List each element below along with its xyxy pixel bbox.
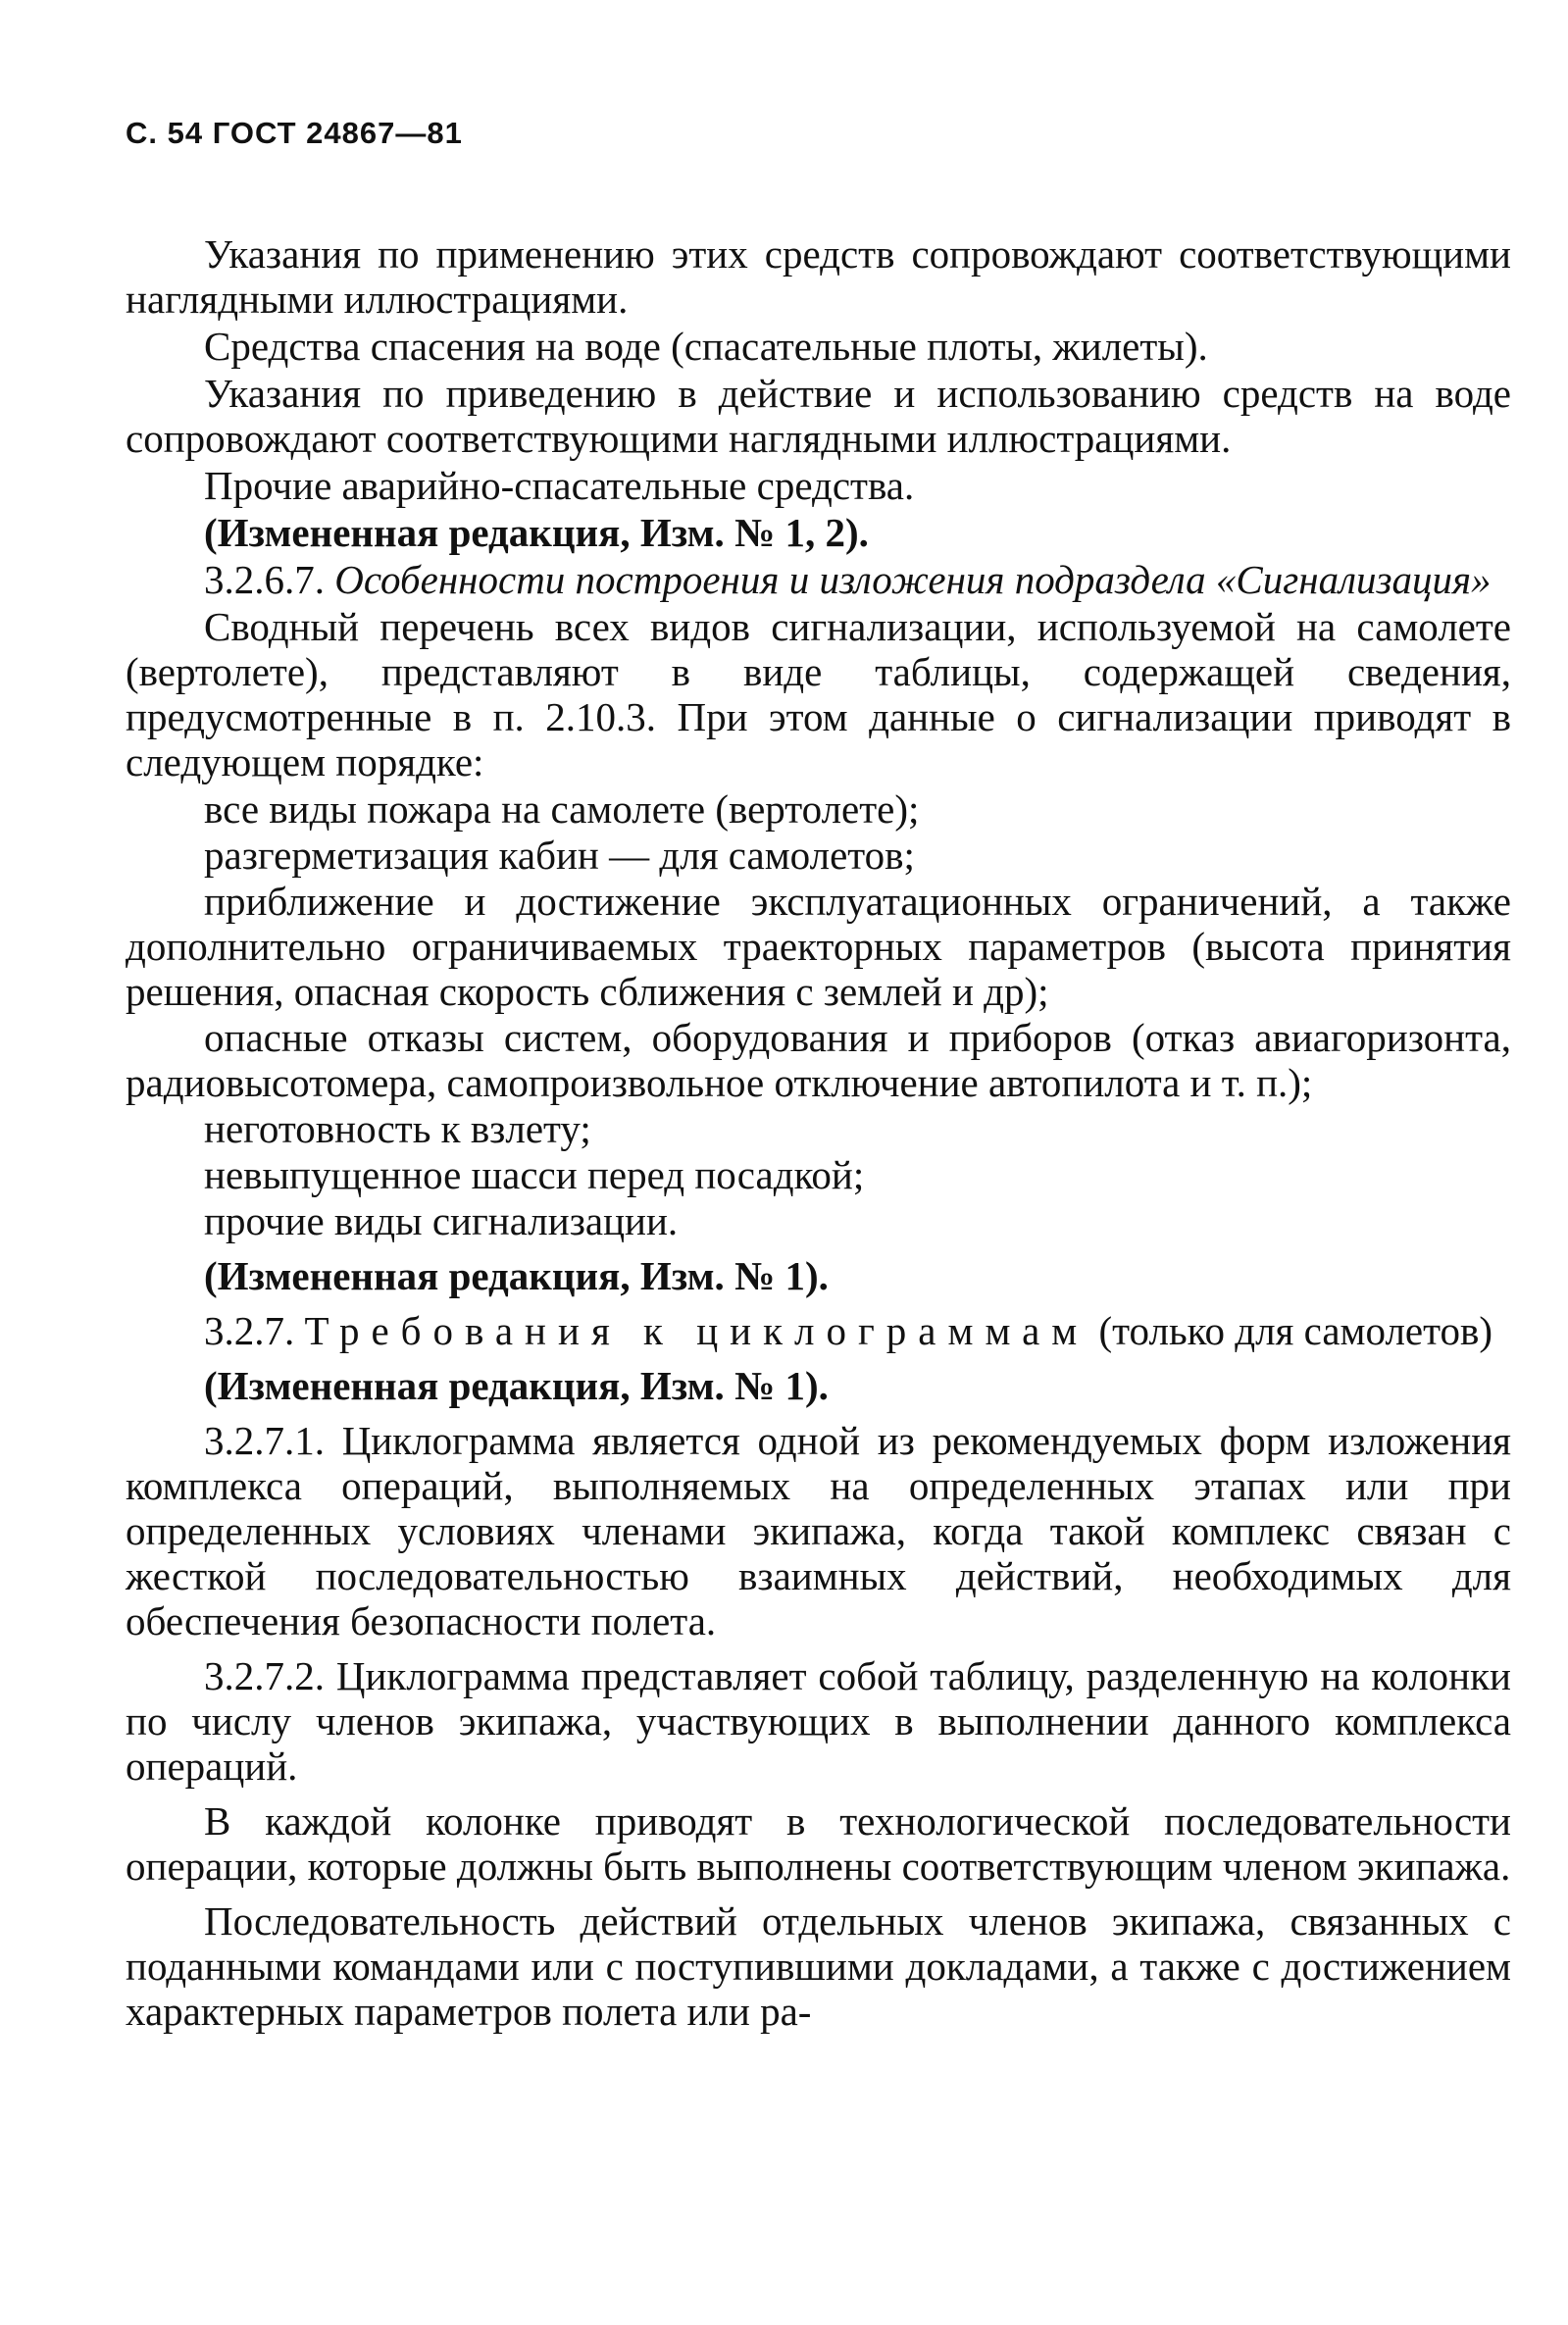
paragraph: Средства спасения на воде (спасательные плоты, жилеты). bbox=[204, 324, 1208, 369]
paragraph: Указания по приведению в действие и использованию средств на воде сопровождают соответствующими наглядными иллюстрациями. bbox=[126, 371, 1511, 461]
amendment-note: (Измененная редакция, Изм. № 1, 2). bbox=[204, 510, 869, 555]
running-head: С. 54 ГОСТ 24867—81 bbox=[126, 116, 463, 150]
section-number: 3.2.7. bbox=[204, 1308, 295, 1353]
paragraph: Последовательность действий отдельных членов экипажа, связанных с поданными командами или с поступившими докладами, а также с достижением характерных параметров полета или ра- bbox=[126, 1898, 1511, 2034]
amendment-note: (Измененная редакция, Изм. № 1). bbox=[204, 1363, 829, 1408]
section-heading bbox=[126, 1308, 1511, 1353]
list-item: опасные отказы систем, оборудования и приборов (отказ авиагоризонта, радиовысотомера, самопроизвольное отключение автопилота и т. п.); bbox=[126, 1015, 1511, 1105]
list-item: все виды пожара на самолете (вертолете); bbox=[204, 786, 920, 832]
section-heading bbox=[126, 557, 1511, 602]
list-item: невыпущенное шасси перед посадкой; bbox=[204, 1152, 865, 1197]
list-item: разгерметизация кабин — для самолетов; bbox=[204, 833, 915, 878]
amendment-note: (Измененная редакция, Изм. № 1). bbox=[204, 1253, 829, 1298]
paragraph: В каждой колонке приводят в технологической последовательности операции, которые должны быть выполнены соответствующим членом экипажа. bbox=[126, 1798, 1511, 1889]
list-item: приближение и достижение эксплуатационных ограничений, а также дополнительно ограничиваемых траекторных параметров (высота принятия решения, опасная скорость сближения с землей и др); bbox=[126, 879, 1511, 1014]
list-item: неготовность к взлету; bbox=[204, 1106, 591, 1151]
paragraph: 3.2.7.2. Циклограмма представляет собой таблицу, разделенную на колонки по числу членов экипажа, участвующих в выполнении данного комплекса операций. bbox=[126, 1653, 1511, 1789]
paragraph: 3.2.7.1. Циклограмма является одной из рекомендуемых форм изложения комплекса операций, выполняемых на определенных этапах или при определенных условиях членами экипажа, когда такой комплекс связан с жесткой последовательностью взаимных действий, необходимых для обеспечения безопасности полета. bbox=[126, 1418, 1511, 1643]
section-title-note: (только для самолетов) bbox=[1098, 1308, 1493, 1353]
section-title: Особенности построения и изложения подраздела «Сигнализация» bbox=[334, 557, 1492, 602]
paragraph: Сводный перечень всех видов сигнализации, используемой на самолете (вертолете), представляют в виде таблицы, содержащей сведения, предусмотренные в п. 2.10.3. При этом данные о сигнализации приводят в следующем порядке: bbox=[126, 604, 1511, 784]
paragraph: Указания по применению этих средств сопровождают соответствующими наглядными иллюстрациями. bbox=[126, 231, 1511, 322]
section-title: Требования к циклограммам bbox=[304, 1308, 1089, 1353]
section-number: 3.2.6.7. bbox=[204, 557, 325, 602]
list-item: прочие виды сигнализации. bbox=[204, 1198, 679, 1243]
paragraph: Прочие аварийно-спасательные средства. bbox=[204, 463, 915, 508]
